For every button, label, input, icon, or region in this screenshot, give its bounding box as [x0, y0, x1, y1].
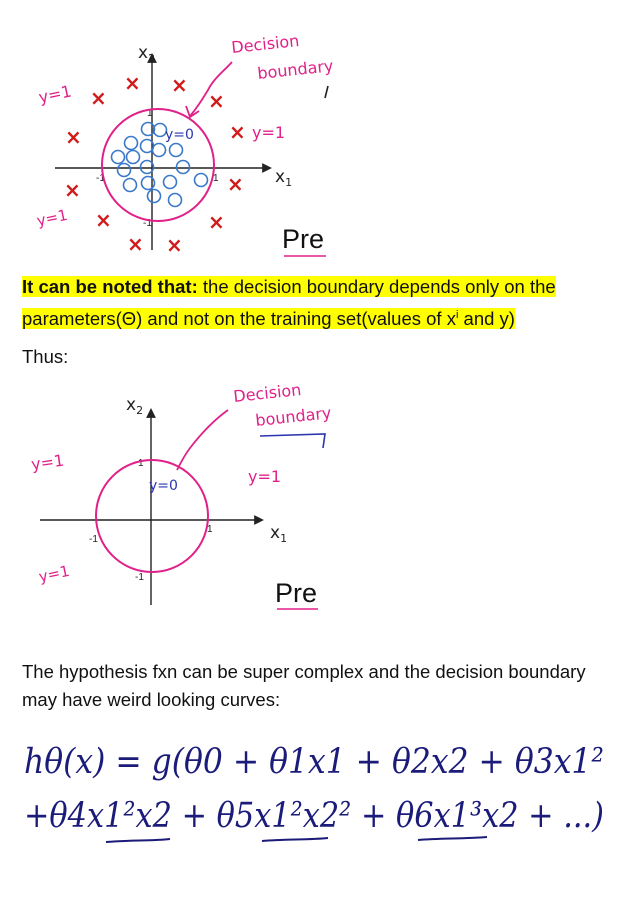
negative-point: [195, 174, 208, 187]
negative-point: [148, 190, 161, 203]
note-text: the decision boundary depends only on the parameters(Θ) and not on the training set(values of x: [22, 276, 556, 330]
negative-point: [124, 179, 137, 192]
annotation-arrow: [177, 410, 228, 470]
label-y1-left-top: y=1: [29, 450, 66, 474]
note-text-end: and y): [458, 308, 515, 330]
formula-line-2: +θ4x1²x2 + θ5x1²x2² + θ6x1³x2 + ...): [24, 796, 604, 836]
negative-point: [164, 176, 177, 189]
positive-point: ×: [229, 120, 246, 144]
tick-label-y-neg: -1: [135, 572, 144, 583]
tick-label-y-pos: 1: [147, 108, 153, 119]
positive-point: ×: [227, 172, 244, 196]
positive-point: ×: [65, 125, 82, 149]
negative-point: [177, 161, 190, 174]
tick-label-y-neg: -1: [143, 218, 152, 229]
positive-point: ×: [90, 86, 107, 110]
pre-text: Pre: [275, 578, 318, 608]
label-y1-left-bottom: y=1: [37, 561, 72, 586]
label-y1-left-top: y=1: [36, 81, 74, 107]
label-y0: y=0: [149, 478, 178, 494]
note-paragraph: [22, 273, 622, 333]
negative-point: [118, 164, 131, 177]
formula-line-1: hθ(x) = g(θ0 + θ1x1 + θ2x2 + θ3x1²: [24, 742, 604, 782]
x-axis-label: $x_1$: [270, 523, 288, 545]
thus-label: Thus:: [22, 346, 69, 367]
tick-label-x-neg: -1: [96, 173, 105, 184]
positive-points-group: [64, 71, 246, 257]
note-highlight: [22, 276, 556, 329]
tick-label-x-neg: -1: [89, 534, 98, 545]
positive-point: ×: [208, 210, 225, 234]
x-axis-label: $x_1$: [275, 167, 293, 189]
annot-decision: Decision: [232, 380, 303, 406]
formula-underline-3: [418, 837, 487, 840]
positive-point: ×: [171, 73, 188, 97]
decision-boundary-figure: [0, 380, 638, 620]
annot-boundary: boundary: [254, 403, 333, 430]
tick-label-x-pos: 1: [207, 524, 213, 535]
negative-point: [169, 194, 182, 207]
positive-point: ×: [95, 208, 112, 232]
note-bold-lead: It can be noted that:: [22, 276, 198, 297]
decision-boundary-circle: [96, 460, 208, 572]
negative-point: [125, 137, 138, 150]
tick-label-x-pos: 1: [213, 173, 219, 184]
label-y1-left-bottom: y=1: [35, 205, 70, 230]
negative-point: [112, 151, 125, 164]
hypothesis-formula: [0, 725, 638, 875]
label-y0: y=0: [165, 127, 194, 143]
annot-decision: Decision: [230, 30, 301, 57]
positive-point: ×: [127, 232, 144, 256]
y-axis-label: $x_2$: [126, 395, 144, 417]
negative-point: [127, 151, 140, 164]
positive-point: ×: [124, 71, 141, 95]
pre-text: Pre: [282, 224, 325, 254]
hypothesis-paragraph: The hypothesis fxn can be super complex and the decision boundary may have weird looking curves:: [22, 661, 586, 710]
formula-underline-1: [106, 839, 170, 842]
annotation-tick: [325, 86, 328, 98]
tick-label-y-pos: 1: [138, 458, 144, 469]
note-superscript: i: [455, 309, 459, 321]
annot-boundary: boundary: [256, 56, 335, 83]
positive-point: ×: [64, 178, 81, 202]
formula-underline-2: [262, 838, 328, 841]
annotation-tick: [260, 434, 325, 448]
y-axis-label: $x_2$: [138, 43, 156, 65]
label-y1-right: y=1: [252, 123, 286, 142]
negative-point: [153, 144, 166, 157]
decision-boundary-figure-with-data: [0, 0, 638, 265]
positive-point: ×: [166, 233, 183, 257]
negative-point: [170, 144, 183, 157]
label-y1-right: y=1: [248, 467, 282, 486]
positive-point: ×: [208, 89, 225, 113]
